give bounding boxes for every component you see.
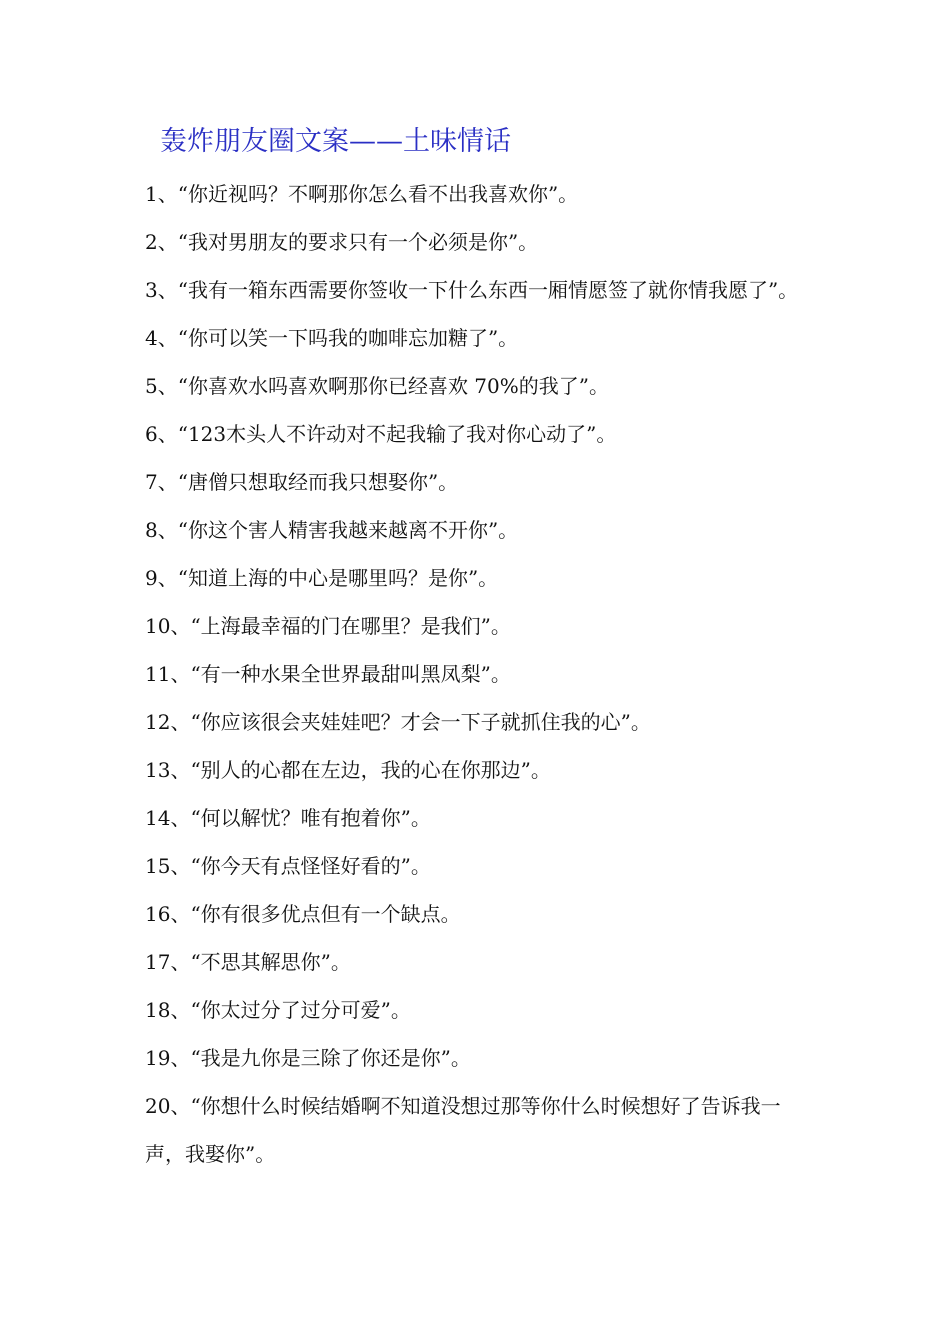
- list-item: 4、“你可以笑一下吗我的咖啡忘加糖了”。: [145, 326, 519, 350]
- list-item: 5、“你喜欢水吗喜欢啊那你已经喜欢 70%的我了”。: [145, 374, 609, 398]
- list-item: 6、“123木头人不许动对不起我输了我对你心动了”。: [145, 422, 617, 446]
- list-item: 18、“你太过分了过分可爱”。: [145, 998, 411, 1022]
- list-item: 1、“你近视吗？不啊那你怎么看不出我喜欢你”。: [145, 182, 579, 206]
- list-item: 11、“有一种水果全世界最甜叫黑凤梨”。: [145, 662, 511, 686]
- list-item: 19、“我是九你是三除了你还是你”。: [145, 1046, 471, 1070]
- document-title: 轰炸朋友圈文案——土味情话: [160, 126, 511, 157]
- list-item: 16、“你有很多优点但有一个缺点。: [145, 902, 461, 926]
- love-quote-list: [145, 170, 810, 1178]
- list-item: 7、“唐僧只想取经而我只想娶你”。: [145, 470, 459, 494]
- list-item: 9、“知道上海的中心是哪里吗？是你”。: [145, 566, 499, 590]
- list-item: 13、“别人的心都在左边，我的心在你那边”。: [145, 758, 551, 782]
- list-item: 14、“何以解忧？唯有抱着你”。: [145, 806, 431, 830]
- list-item: 12、“你应该很会夹娃娃吧？才会一下子就抓住我的心”。: [145, 710, 651, 734]
- list-item: 2、“我对男朋友的要求只有一个必须是你”。: [145, 230, 539, 254]
- list-item: 20、“你想什么时候结婚啊不知道没想过那等你什么时候想好了告诉我一声，我娶你”。: [145, 1094, 781, 1166]
- list-item: 17、“不思其解思你”。: [145, 950, 351, 974]
- list-item: 10、“上海最幸福的门在哪里？是我们”。: [145, 614, 511, 638]
- list-item: 3、“我有一箱东西需要你签收一下什么东西一厢情愿签了就你情我愿了”。: [145, 278, 799, 302]
- list-item: 15、“你今天有点怪怪好看的”。: [145, 854, 431, 878]
- list-item: 8、“你这个害人精害我越来越离不开你”。: [145, 518, 519, 542]
